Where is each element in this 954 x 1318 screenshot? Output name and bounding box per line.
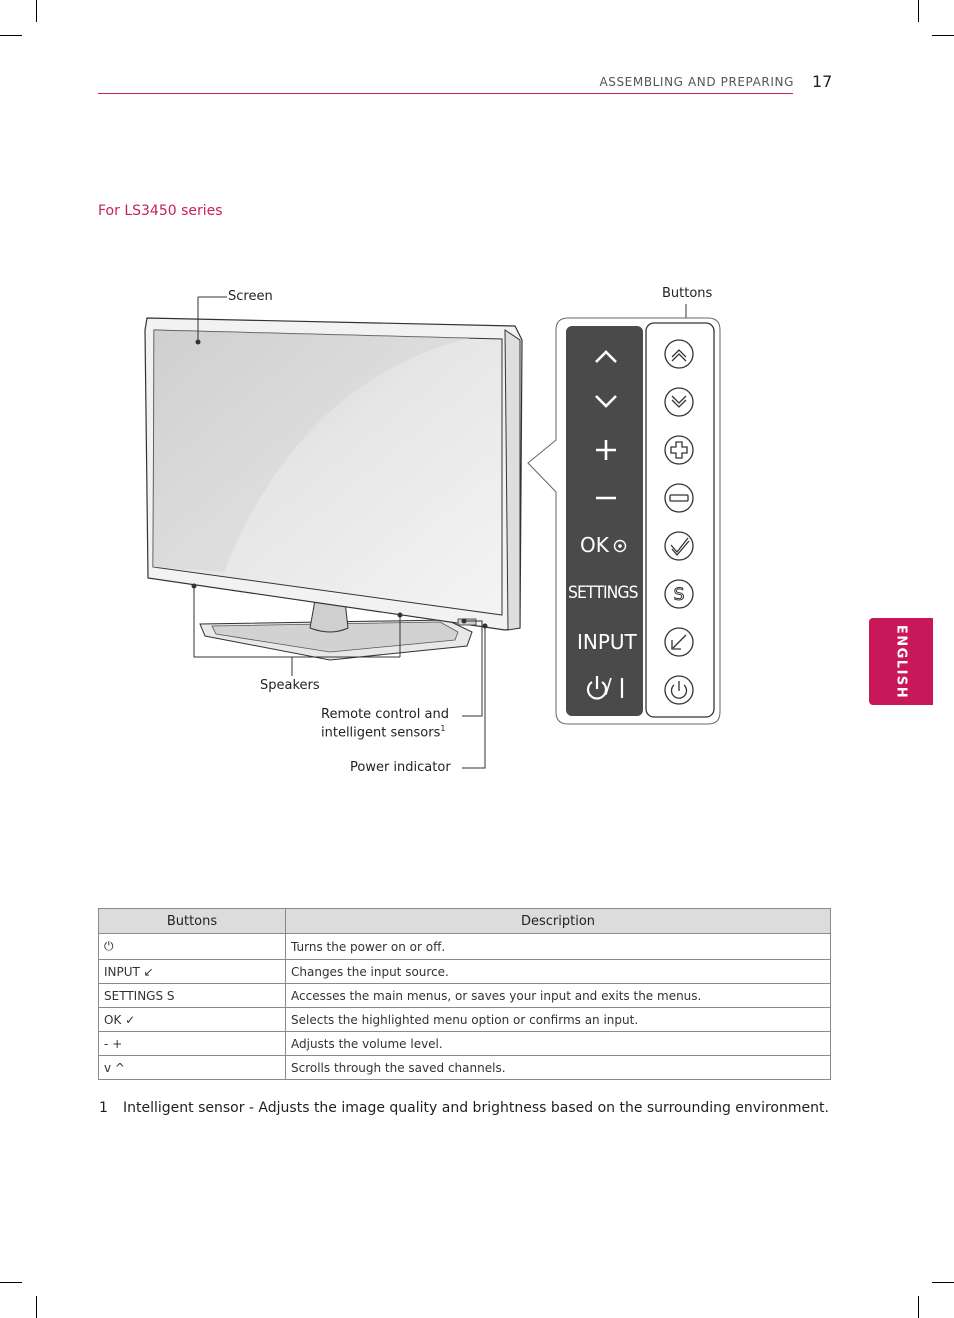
table-row [99,1056,831,1080]
screen-label: Screen [228,289,273,304]
table-row [99,1032,831,1056]
button-cell: INPUT ↙ [99,960,286,984]
description-cell: Turns the power on or off. [286,934,831,960]
series-title: For LS3450 series [98,203,223,219]
button-cell: SETTINGS S [99,984,286,1008]
footnote-number: 1 [99,1100,108,1116]
crop-mark [932,1282,954,1283]
tv-bezel-side [505,330,520,630]
footnote-text: Intelligent sensor - Adjusts the image quality and brightness based on the surrounding environment. [123,1100,829,1116]
sensor-module [458,619,476,625]
svg-text:S: S [673,585,685,605]
table-row [99,934,831,960]
description-cell: Scrolls through the saved channels. [286,1056,831,1080]
crop-mark [0,1282,22,1283]
footnote-ref: 1 [440,724,446,733]
table-row [99,960,831,984]
description-cell: Changes the input source. [286,960,831,984]
button-label-strip [566,326,643,716]
power-strip-slash: / [605,674,612,698]
button-cell: v ^ [99,1056,286,1080]
section-title: ASSEMBLING AND PREPARING [599,75,794,89]
table-row [99,984,831,1008]
button-strip [646,323,714,717]
footnote [99,1100,829,1116]
remote-sensor-label-line2 [321,724,445,740]
remote-sensor-label-text: intelligent sensors [321,725,441,741]
description-cell: Selects the highlighted menu option or confirms an input. [286,1008,831,1032]
table-header-buttons: Buttons [99,909,286,934]
power-indicator-label: Power indicator [350,760,451,775]
language-tab-label: ENGLISH [893,624,909,699]
table-row [99,1008,831,1032]
ok-strip-label: OK [580,533,609,557]
buttons-table [98,908,831,1080]
crop-mark [918,1296,919,1318]
button-cell: - + [99,1032,286,1056]
button-cell: ⏻ [99,934,286,960]
speakers-label: Speakers [260,678,320,693]
remote-sensor-label-line1: Remote control and [321,707,449,722]
page-number: 17 [812,72,833,91]
description-cell: Adjusts the volume level. [286,1032,831,1056]
input-strip-label: INPUT [577,630,637,654]
settings-strip-label: SETTINGS [568,583,638,603]
table-header-row [99,909,831,934]
buttons-label: Buttons [662,286,713,301]
button-cell: OK ✓ [99,1008,286,1032]
description-cell: Accesses the main menus, or saves your input and exits the menus. [286,984,831,1008]
table-header-description: Description [286,909,831,934]
crop-mark [36,1296,37,1318]
